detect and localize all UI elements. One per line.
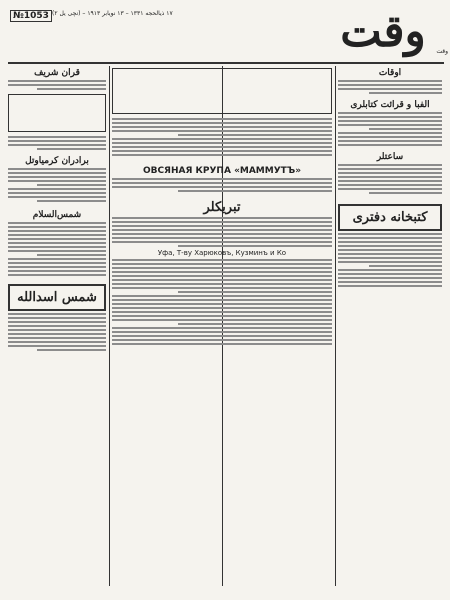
- latin-advert-heading: ОВСЯНАЯ КРУПА «МАММУТЪ»: [142, 166, 302, 176]
- center-column: [112, 68, 332, 588]
- right-column: [338, 68, 442, 588]
- masthead: [8, 4, 448, 64]
- issue-number: №1053: [10, 10, 52, 22]
- section-heading: قرآن شریف: [34, 68, 80, 78]
- section-heading: اوقات: [378, 68, 402, 78]
- latin-footer: Уфа, Т-ву Харюковъ, Кузминъ и Ко: [157, 249, 287, 257]
- section-heading: تبریکلر: [203, 200, 241, 215]
- column-rule: [335, 66, 336, 586]
- newspaper-tagline: وقت: [436, 48, 448, 55]
- left-column: [8, 68, 106, 588]
- top-advert-box: [112, 68, 332, 114]
- newspaper-title: وقت: [340, 6, 426, 57]
- advert-box: [8, 94, 106, 132]
- section-heading: شمس‌السلام: [32, 210, 82, 220]
- section-heading: برادران کرمیاوتل: [25, 156, 89, 166]
- section-heading: ساعتلر: [376, 152, 404, 162]
- section-heading: الفبا و قرائت کتابلری: [350, 100, 430, 110]
- column-rule: [109, 66, 110, 586]
- dateline: (۲ نچی یل) – ۱۷ ذیالحجه ۱۳۳۱ – ۱۳ نویابر ۱۹۱۳: [52, 10, 173, 17]
- advert-heading: شمس اسدالله: [8, 284, 106, 311]
- bookstore-heading: کتبخانه دفتری: [338, 204, 442, 231]
